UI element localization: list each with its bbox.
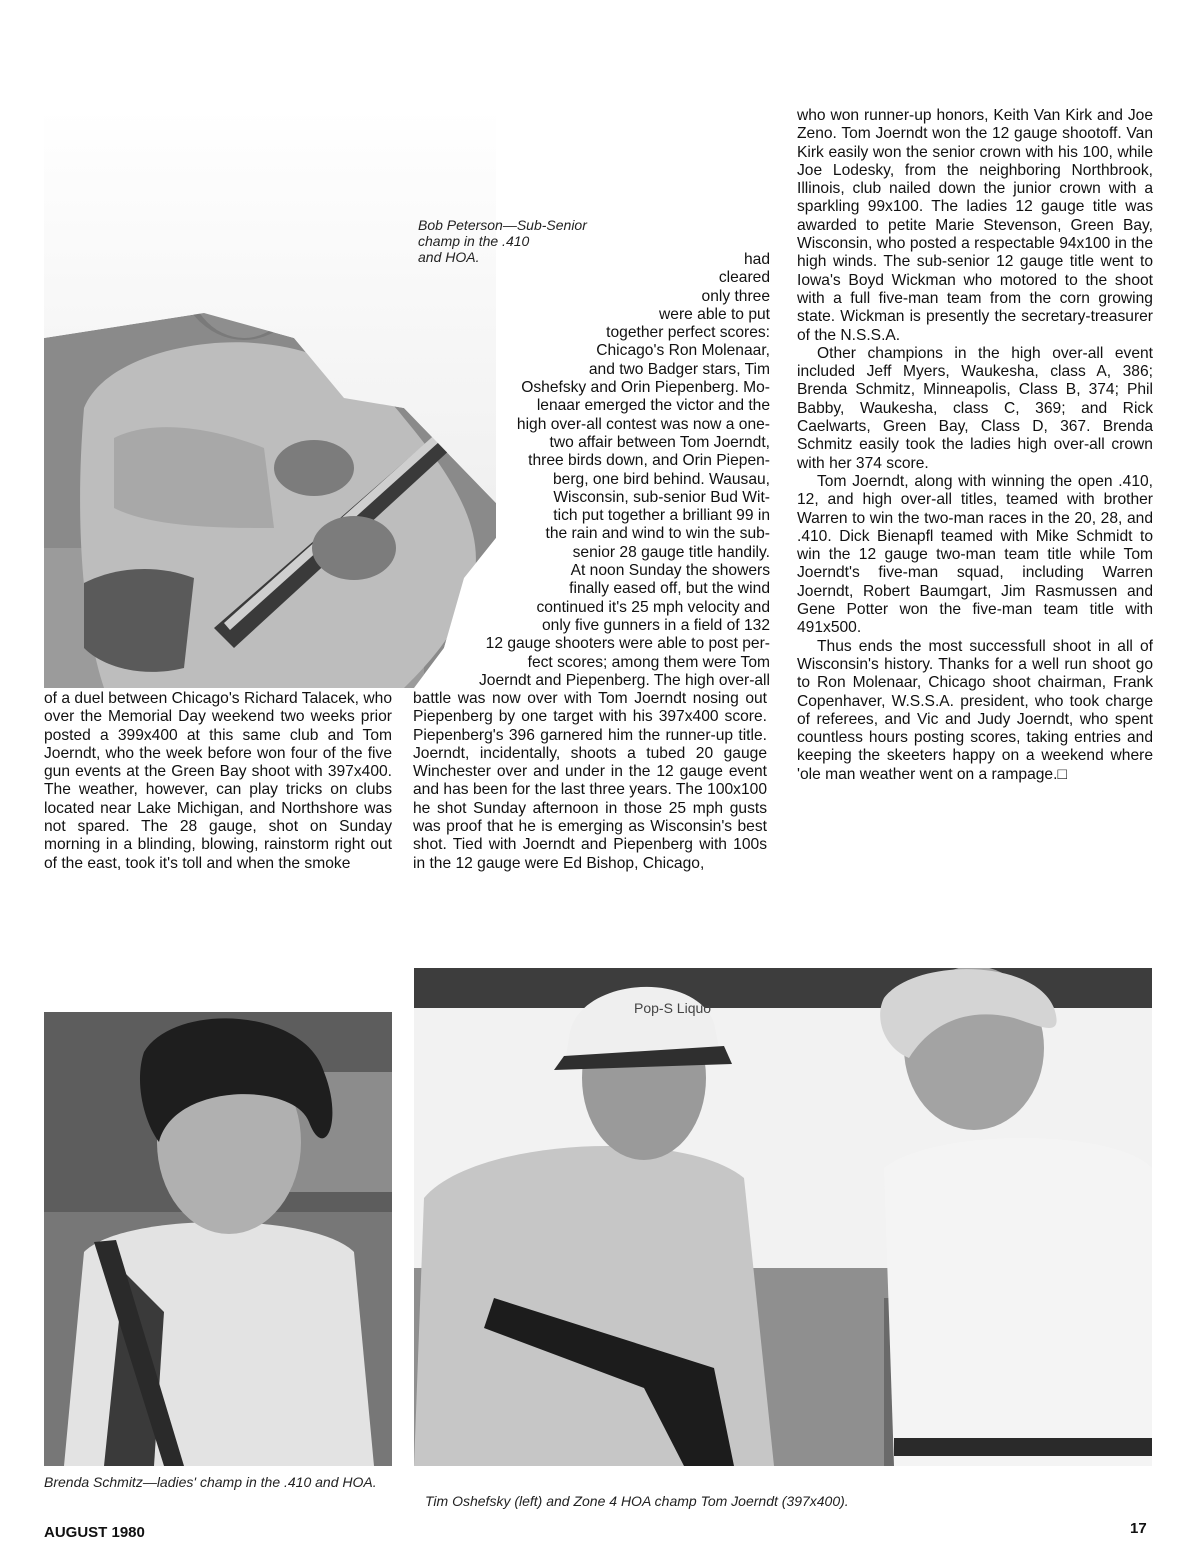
caption-oshefsky-joerndt: Tim Oshefsky (left) and Zone 4 HOA champ Tom Joerndt (397x400). (425, 1493, 849, 1509)
text-line: Joerndt and Piepenberg. The high over-all (479, 671, 770, 689)
photo-oshefsky-joerndt (414, 968, 1152, 1466)
text-line: Wisconsin, sub-senior Bud Wit- (553, 488, 770, 506)
cap-logo-text: Pop-S Liquo (634, 1000, 712, 1016)
text-line: At noon Sunday the showers (570, 562, 770, 580)
paragraph: Thus ends the most successfull shoot in all of Wisconsin's history. Thanks for a well run shoot go to Ron Molenaar, Chicago shoot chairman, Frank Copenhaver, W.S.S.A. president, who took charge of referees, and Vic and Judy Joerndt, who spent countless hours posting scores, taking entries and keeping the skeeters happy on a weekend where 'ole man weather went on a rampage. (797, 637, 1153, 783)
caption-brenda-schmitz: Brenda Schmitz—ladies' champ in the .410 and HOA. (44, 1474, 377, 1490)
text-line: fect scores; among them were Tom (527, 653, 770, 671)
text-line: and two Badger stars, Tim (588, 360, 770, 378)
column-2-wrap (410, 251, 770, 690)
paragraph: Other champions in the high over-all event included Jeff Myers, Waukesha, class A, 386; Brenda Schmitz, Minneapolis, Class B, 374; Phil Babby, Waukesha, class C, 369; and Rick Caelwarts, Green Bay, Class D, 367. Brenda Schmitz easily took the ladies high over-all crown with her 374 score. (797, 344, 1153, 472)
caption-line: Bob Peterson—Sub-Senior (418, 217, 587, 233)
end-mark-icon: □ (1057, 765, 1067, 783)
column-1-body (44, 690, 392, 873)
paragraph: battle was now over with Tom Joerndt nosing out Piepenberg by one target with his 397x400 score. Piepenberg's 396 garnered him the runner-up title. Joerndt, incidentally, shoots a tubed 20 gauge Winchester over and under in the 12 gauge event and has been for the last three years. The 100x100 he shot Sunday afternoon in those 25 mph gusts was proof that he is emerging as Wisconsin's best shot. Tied with Joerndt and Piepenberg with 100s in the 12 gauge were Ed Bishop, Chicago, (413, 690, 767, 872)
text-line: berg, one bird behind. Wausau, (552, 470, 770, 488)
column-2-body (413, 690, 767, 873)
text-line: cleared (718, 269, 770, 287)
paragraph: Tom Joerndt, along with winning the open .410, 12, and high over-all titles, teamed with brother Warren to win the two-man races in the 20, 28, and .410. Dick Bienapfl teamed with Mike Schmidt to win the 12 gauge two-man team title while Tom Joerndt's five-man squad, including Warren Joerndt, Robert Baumgart, Jim Rasmussen and Gene Potter won the five-man team title with 491x500. (797, 472, 1153, 637)
text-line: together perfect scores: (606, 324, 770, 342)
text-line: two affair between Tom Joerndt, (549, 433, 770, 451)
caption-line: and HOA. (418, 249, 480, 265)
text-line: continued it's 25 mph velocity and (536, 598, 770, 616)
issue-date: AUGUST 1980 (44, 1524, 145, 1541)
text-line: tich put together a brilliant 99 in (553, 507, 770, 525)
text-line: lenaar emerged the victor and the (536, 397, 770, 415)
text-line: three birds down, and Orin Piepen- (528, 452, 770, 470)
caption-line: champ in the .410 (418, 233, 530, 249)
text-line: the rain and wind to win the sub- (545, 525, 770, 543)
text-line: high over-all contest was now a one- (516, 415, 770, 433)
text-line: senior 28 gauge title handily. (572, 543, 770, 561)
text-line: Oshefsky and Orin Piepenberg. Mo- (521, 379, 770, 397)
column-3-body (797, 107, 1153, 784)
text-line: had (743, 251, 770, 268)
text-line: were able to put (659, 305, 770, 323)
photo-brenda-schmitz (44, 1012, 392, 1466)
paragraph: of a duel between Chicago's Richard Talacek, who over the Memorial Day weekend two weeks prior posted a 399x400 at this same club and Tom Joerndt, who the week before won four of the five gun events at the Green Bay shoot with 397x400. The weather, however, can play tricks on clubs located near Lake Michigan, and Northshore was not spared. The 28 gauge, shot on Sunday morning in a blinding, blowing, rainstorm right out of the east, took it's toll and when the smoke (44, 690, 392, 872)
text-line: finally eased off, but the wind (569, 580, 770, 598)
text-line: only three (701, 287, 770, 305)
paragraph: who won runner-up honors, Keith Van Kirk and Joe Zeno. Tom Joerndt won the 12 gauge shootoff. Van Kirk easily won the senior crown with his 100, while Joe Lodesky, from the neighboring Northbrook, Illinois, club nailed down the junior crown with a sparkling 99x100. The ladies 12 gauge title was awarded to petite Marie Stevenson, Green Bay, Wisconsin, who posted a respectable 94x100 in the high winds. The sub-senior 12 gauge title went to Iowa's Boyd Wickman who motored to the shoot with a full five-man team from the corn growing state. Wickman is presently the secretary-treasurer of the N.S.S.A. (797, 107, 1153, 344)
page-number: 17 (1130, 1520, 1147, 1537)
text-line: only five gunners in a field of 132 (542, 616, 770, 634)
text-line: 12 gauge shooters were able to post per- (485, 635, 770, 653)
text-line: Chicago's Ron Molenaar, (596, 342, 770, 360)
